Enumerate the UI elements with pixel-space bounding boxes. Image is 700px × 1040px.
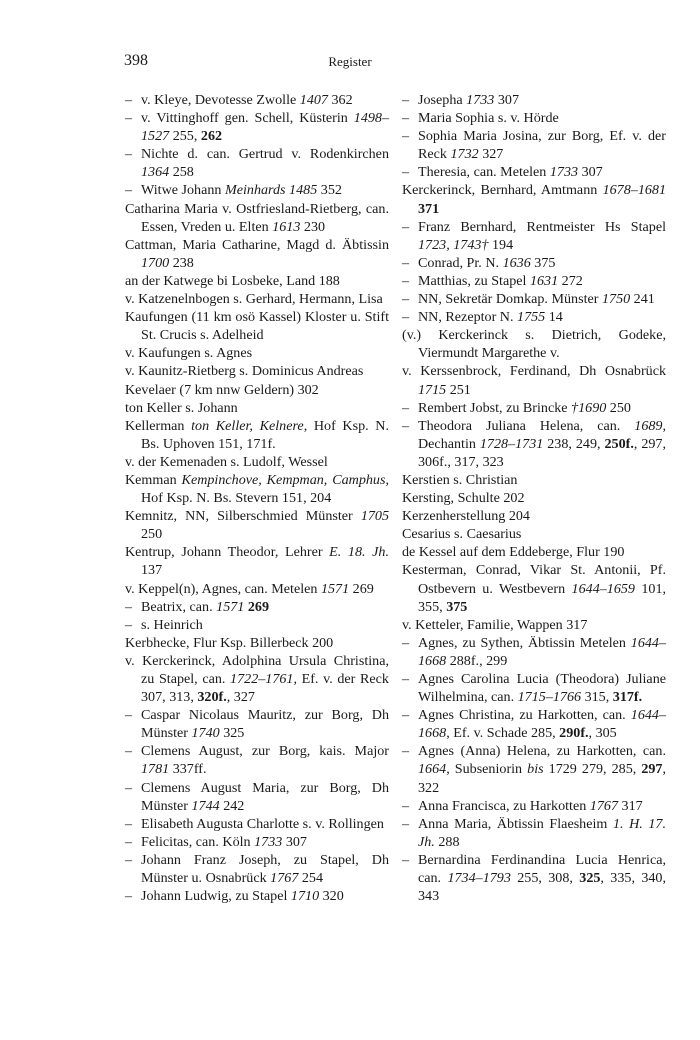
index-entry [402,218,666,254]
index-entry-text: an der Katwege bi Losbeke, Land 188 [125,272,340,289]
index-entry [402,525,666,543]
index-entry [125,362,389,380]
continuation-dash: – [402,128,410,145]
index-entry-text: v. Katzenelnbogen s. Gerhard, Hermann, Lisa [125,291,383,308]
index-entry-text: Matthias, zu Stapel 1631 272 [418,272,583,289]
index-entry-text: Conrad, Pr. N. 1636 375 [418,254,556,271]
continuation-dash: – [125,851,133,868]
index-entry-text: Bernardina Ferdinandina Lucia Henrica, can. 1734–1793 255, 308, 325, 335, 340, 343 [418,851,666,905]
continuation-dash: – [125,707,133,724]
index-entry [125,742,389,778]
index-entry-text: v. Kerssenbrock, Ferdinand, Dh Osnabrück 1715 251 [402,363,666,398]
index-entry [125,706,389,742]
index-entry-text: v. Kaunitz-Rietberg s. Dominicus Andreas [125,363,364,380]
index-entry [402,634,666,670]
continuation-dash: – [402,218,410,235]
index-entry [402,670,666,706]
index-entry [125,779,389,815]
index-entry-text: Kersting, Schulte 202 [402,490,525,507]
index-column-right [402,91,666,905]
index-entry [125,417,389,453]
index-entry-text: Nichte d. can. Gertrud v. Rodenkirchen 1364 258 [141,146,389,181]
index-entry [125,109,389,145]
index-entry-text: Beatrix, can. 1571 269 [141,598,269,615]
index-entry [125,290,389,308]
index-entry [402,851,666,905]
index-entry-text: Kerckerinck, Bernhard, Amtmann 1678–1681 371 [402,182,666,217]
continuation-dash: – [402,291,410,308]
continuation-dash: – [402,399,410,416]
running-title: Register [328,54,372,69]
index-entry-text: v. Vittinghoff gen. Schell, Küsterin 1498–1527 255, 262 [141,110,389,145]
index-entry-text: v. Kerckerinck, Adolphina Ursula Christina, zu Stapel, can. 1722–1761, Ef. v. der Reck 307, 313, 320f., 327 [125,652,389,706]
index-entry [125,471,389,507]
index-entry [402,163,666,181]
index-entry-text: Elisabeth Augusta Charlotte s. v. Rollingen [141,815,384,832]
index-entry-text: Cattman, Maria Catharine, Magd d. Äbtissin 1700 238 [125,236,389,271]
index-entry [402,706,666,742]
index-entry [125,91,389,109]
index-entry [125,616,389,634]
index-entry-text: Josepha 1733 307 [418,92,520,108]
index-entry [125,851,389,887]
index-entry-text: v. der Kemenaden s. Ludolf, Wessel [125,453,328,470]
continuation-dash: – [125,92,133,108]
continuation-dash: – [402,797,410,814]
page-header [0,52,700,74]
continuation-dash: – [125,616,133,633]
index-entry [125,634,389,652]
index-entry-text: Rembert Jobst, zu Brincke †1690 250 [418,399,631,416]
continuation-dash: – [402,815,410,832]
index-entry [402,561,666,615]
index-entry [125,236,389,272]
index-entry-text: Clemens August Maria, zur Borg, Dh Münster 1744 242 [141,779,389,814]
continuation-dash: – [125,110,133,127]
index-entry-text: Agnes Christina, zu Harkotten, can. 1644–1668, Ef. v. Schade 285, 290f., 305 [418,707,666,742]
index-entry-text: Theresia, can. Metelen 1733 307 [418,164,603,181]
index-entry [125,833,389,851]
index-entry [402,417,666,471]
continuation-dash: – [402,110,410,127]
index-entry [125,381,389,399]
index-entry-text: Kerstien s. Christian [402,471,518,488]
continuation-dash: – [402,417,410,434]
index-entry [125,200,389,236]
index-entry [402,254,666,272]
continuation-dash: – [402,743,410,760]
index-entry [402,399,666,417]
continuation-dash: – [125,182,133,199]
index-entry-text: Anna Maria, Äbtissin Flaesheim 1. H. 17. Jh. 288 [418,815,667,850]
index-entry [402,181,666,217]
index-entry-text: (v.) Kerckerinck s. Dietrich, Godeke, Viermundt Margarethe v. [402,327,666,362]
index-entry [402,815,666,851]
continuation-dash: – [402,634,410,651]
index-entry-text: Kerbhecke, Flur Ksp. Billerbeck 200 [125,634,334,651]
index-entry-text: Kemman Kempinchove, Kempman, Camphus, Hof Ksp. N. Bs. Stevern 151, 204 [125,471,389,507]
index-entry [402,109,666,127]
continuation-dash: – [402,272,410,289]
index-entry-text: Kerzenherstellung 204 [402,508,530,525]
index-entry [125,272,389,290]
continuation-dash: – [125,888,133,905]
index-entry [402,543,666,561]
index-entry [125,145,389,181]
continuation-dash: – [125,743,133,760]
index-entry [125,453,389,471]
index-entry [402,127,666,163]
index-entry [125,399,389,417]
index-entry [125,543,389,579]
index-entry-text: Cesarius s. Caesarius [402,526,522,543]
index-entry-text: Johann Ludwig, zu Stapel 1710 320 [141,888,344,905]
index-entry-text: Felicitas, can. Köln 1733 307 [141,833,307,850]
index-entry-text: NN, Rezeptor N. 1755 14 [418,309,563,326]
continuation-dash: – [125,815,133,832]
index-entry-text: Witwe Johann Meinhards 1485 352 [141,182,342,199]
index-entry-text: Kemnitz, NN, Silberschmied Münster 1705 250 [125,508,389,543]
index-entry-text: Clemens August, zur Borg, kais. Major 1781 337ff. [141,743,389,778]
index-entry-text: Kellerman ton Keller, Kelnere, Hof Ksp. N. Bs. Uphoven 151, 171f. [125,417,389,452]
index-entry-text: Anna Francisca, zu Harkotten 1767 317 [418,797,643,814]
continuation-dash: – [402,254,410,271]
index-entry-text: Franz Bernhard, Rentmeister Hs Stapel 1723, 1743† 194 [418,218,666,253]
index-entry-text: Agnes (Anna) Helena, zu Harkotten, can. 1664, Subseniorin bis 1729 279, 285, 297, 322 [418,743,666,796]
index-entry [402,471,666,489]
index-entry-text: v. Ketteler, Familie, Wappen 317 [402,616,588,633]
index-entry [125,344,389,362]
index-entry-text: de Kessel auf dem Eddeberge, Flur 190 [402,544,625,561]
index-entry-text: ton Keller s. Johann [125,399,238,416]
index-entry-text: Agnes, zu Sythen, Äbtissin Metelen 1644–1668 288f., 299 [418,634,666,669]
index-entry [125,181,389,199]
continuation-dash: – [402,707,410,724]
index-entry [402,507,666,525]
index-entry [125,308,389,344]
index-entry-text: Kaufungen (11 km osö Kassel) Kloster u. Stift St. Crucis s. Adelheid [125,309,389,344]
index-entry-text: Kentrup, Johann Theodor, Lehrer E. 18. Jh. 137 [125,544,390,579]
index-entry-text: NN, Sekretär Domkap. Münster 1750 241 [418,291,655,308]
index-entry-text: Catharina Maria v. Ostfriesland-Rietberg, can. Essen, Vreden u. Elten 1613 230 [125,200,389,235]
index-entry [402,489,666,507]
continuation-dash: – [402,92,410,108]
index-entry [402,272,666,290]
continuation-dash: – [402,671,410,687]
continuation-dash: – [402,851,410,868]
index-entry [402,308,666,326]
index-entry [402,290,666,308]
continuation-dash: – [125,598,133,615]
index-entry-text: Johann Franz Joseph, zu Stapel, Dh Münster u. Osnabrück 1767 254 [141,851,389,887]
continuation-dash: – [125,146,133,163]
index-entry [402,326,666,362]
index-entry-text: Agnes Carolina Lucia (Theodora) Juliane Wilhelmina, can. 1715–1766 315, 317f. [418,671,666,706]
index-entry [125,887,389,905]
continuation-dash: – [125,779,133,796]
continuation-dash: – [402,309,410,326]
index-entry-text: v. Kleye, Devotesse Zwolle 1407 362 [141,92,353,108]
index-entry-text: v. Kaufungen s. Agnes [125,345,253,362]
index-entry-text: Kesterman, Conrad, Vikar St. Antonii, Pf. Ostbevern u. Westbevern 1644–1659 101, 355, 375 [402,562,667,615]
index-entry-text: s. Heinrich [141,616,203,633]
index-entry [402,742,666,796]
index-entry [402,616,666,634]
index-entry [402,91,666,109]
index-entry-text: Sophia Maria Josina, zur Borg, Ef. v. der Reck 1732 327 [418,128,666,163]
index-entry [125,580,389,598]
index-entry-text: Kevelaer (7 km nnw Geldern) 302 [125,381,319,398]
index-entry-text: Maria Sophia s. v. Hörde [418,110,559,127]
index-entry [125,507,389,543]
index-entry [125,815,389,833]
index-entry [402,797,666,815]
index-entry-text: Theodora Juliana Helena, can. 1689, Dechantin 1728–1731 238, 249, 250f., 297, 306f., 317, 323 [418,417,666,470]
index-entry-text: Caspar Nicolaus Mauritz, zur Borg, Dh Münster 1740 325 [141,707,389,742]
page-number: 398 [124,52,148,69]
index-entry [402,362,666,398]
index-entry [125,652,389,706]
index-entry [125,598,389,616]
continuation-dash: – [125,833,133,850]
index-column-left [125,91,389,905]
continuation-dash: – [402,164,410,181]
index-entry-text: v. Keppel(n), Agnes, can. Metelen 1571 269 [125,580,374,597]
